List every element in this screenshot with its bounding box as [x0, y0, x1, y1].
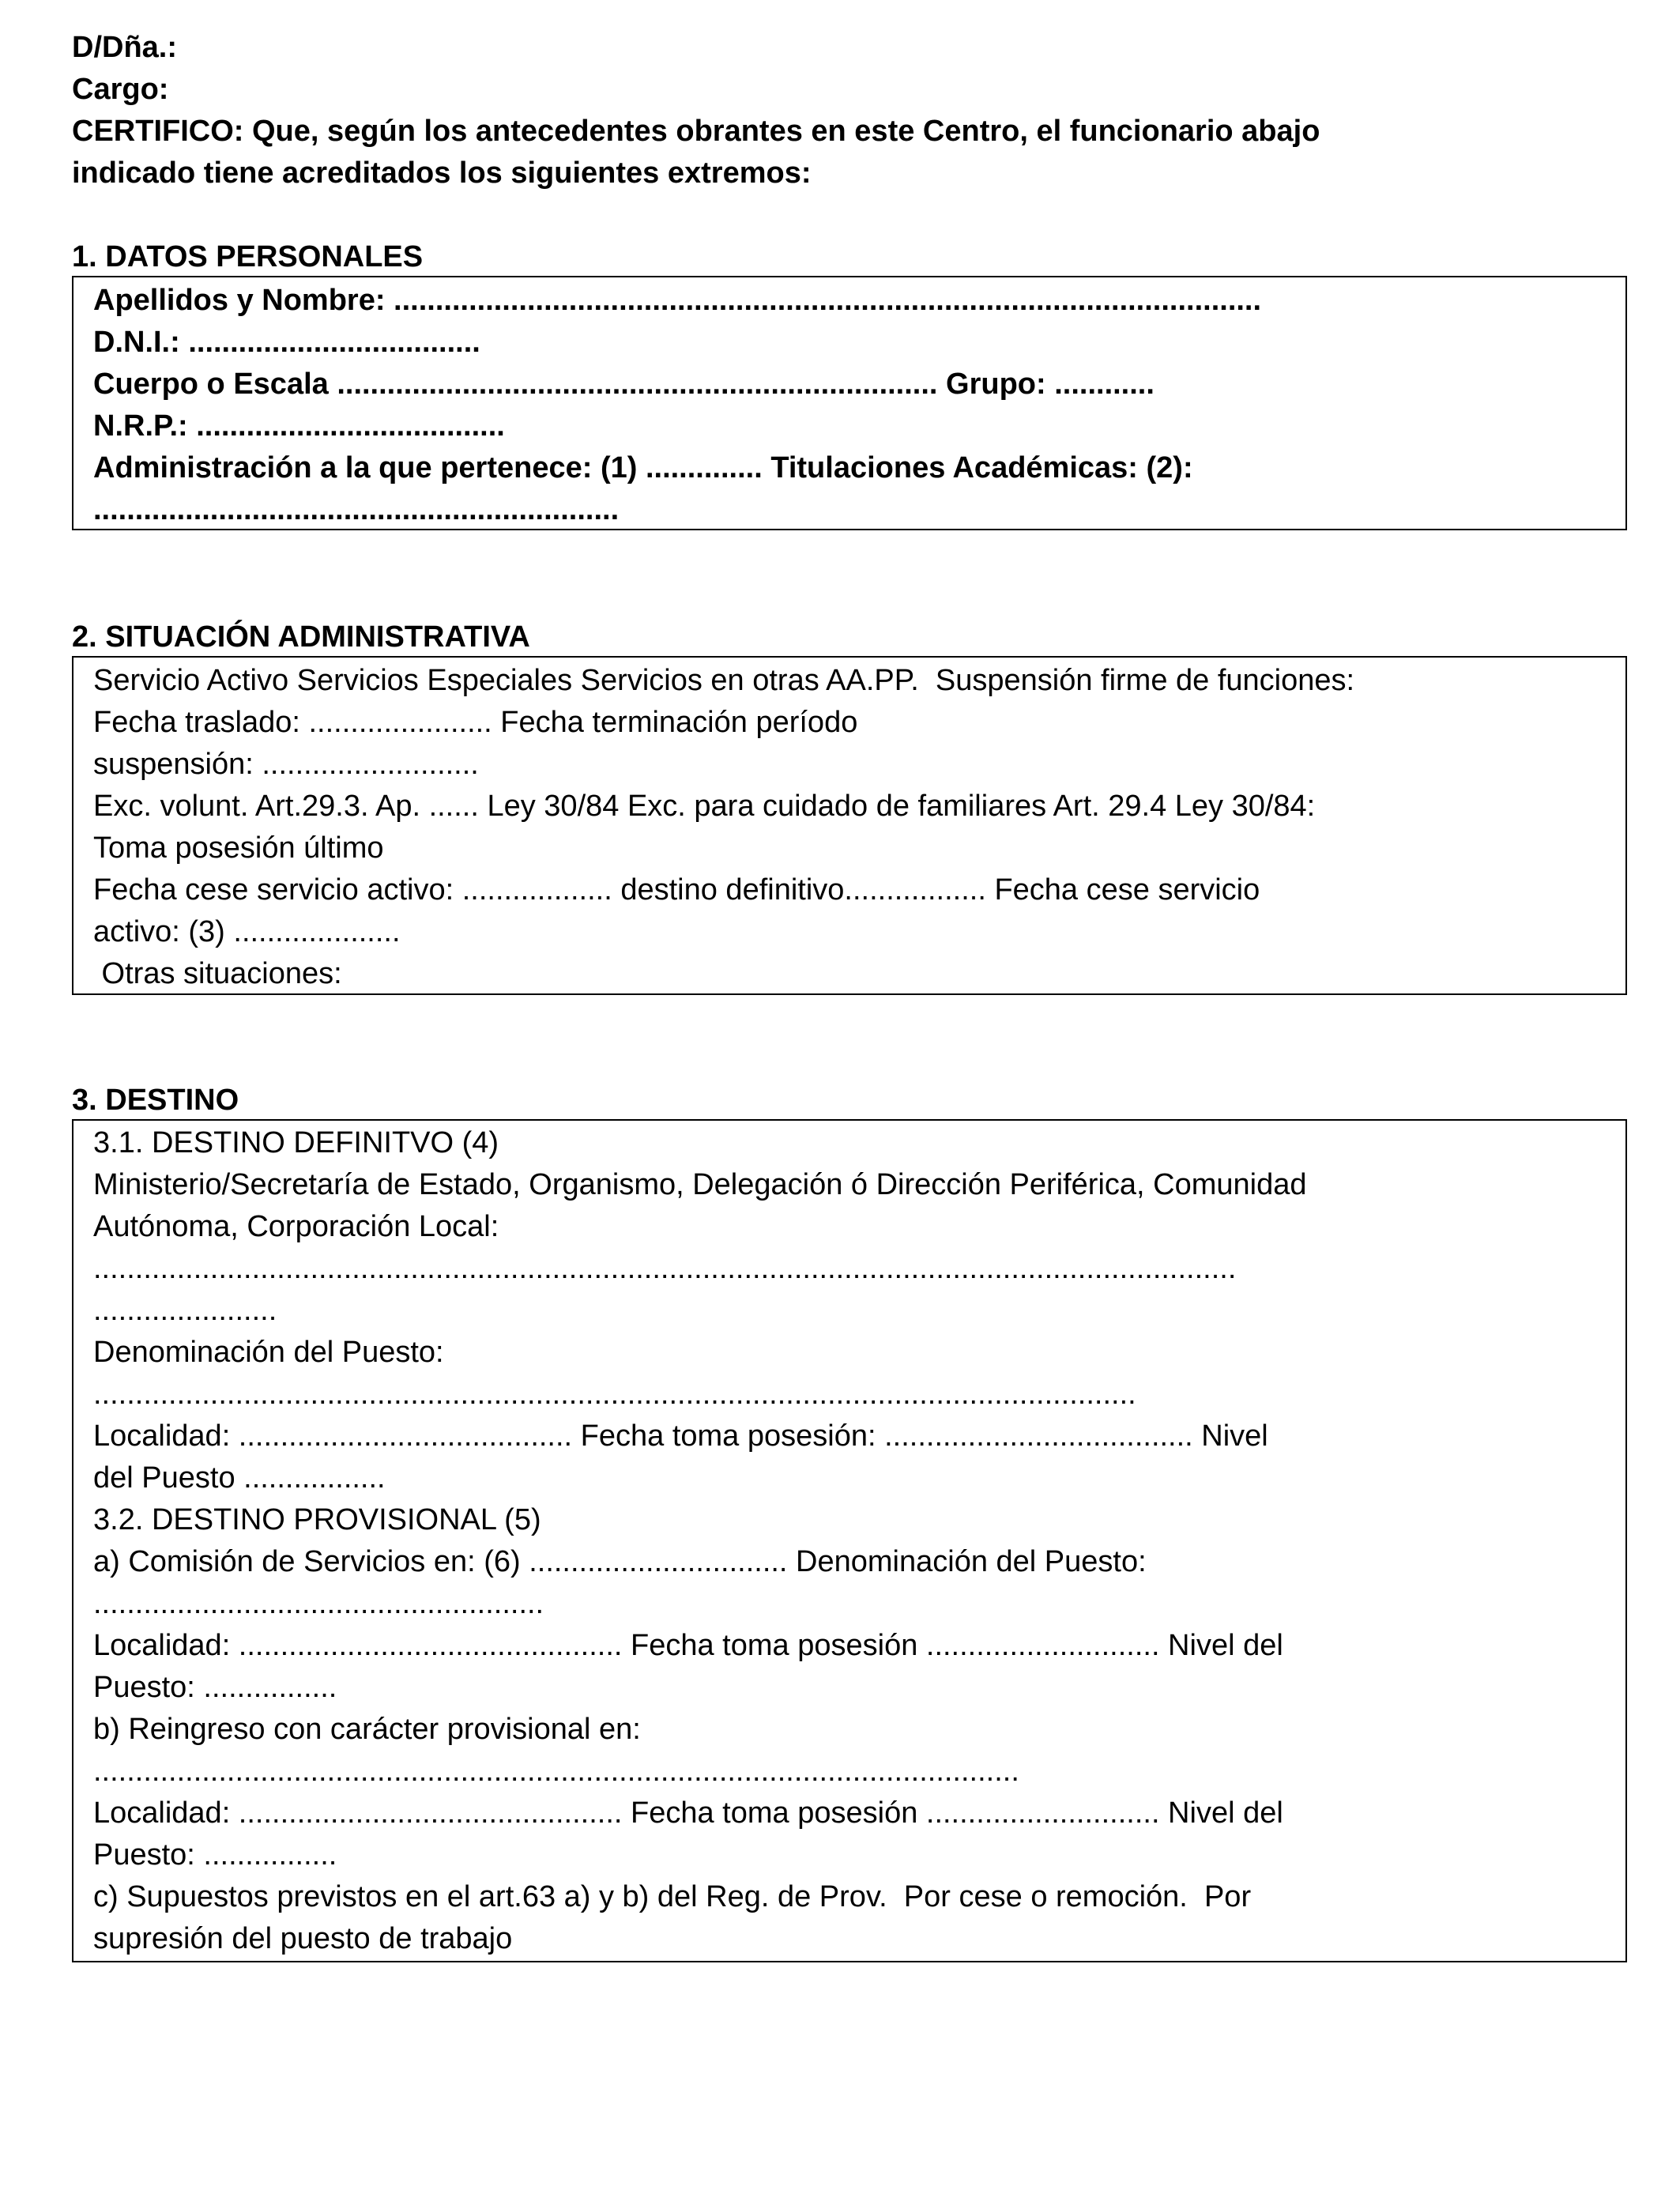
field-nrp: N.R.P.: .....................................	[93, 409, 505, 443]
destino-line: Puesto: ................	[93, 1671, 337, 1704]
situacion-line: Toma posesión último	[93, 831, 384, 865]
situacion-line: suspensión: ..........................	[93, 748, 479, 781]
destino-line: ......................	[93, 1294, 277, 1327]
field-titulaciones-dots: ...............................................................	[93, 493, 620, 526]
destino-line: Autónoma, Corporación Local:	[93, 1210, 499, 1243]
section-1-title: 1. DATOS PERSONALES	[72, 240, 424, 273]
destino-line: c) Supuestos previstos en el art.63 a) y b) del Reg. de Prov. Por cese o remoción. Por	[93, 1880, 1252, 1913]
destino-line: Denominación del Puesto:	[93, 1336, 444, 1369]
destino-line: Localidad: ........................................ Fecha toma posesión: ..................................... Nivel	[93, 1419, 1268, 1453]
situacion-line: Servicio Activo Servicios Especiales Servicios en otras AA.PP. Suspensión firme de funciones:	[93, 664, 1355, 697]
destino-line: .............................................................................................................................	[93, 1378, 1136, 1411]
certifico-line-1: CERTIFICO: Que, según los antecedentes obrantes en este Centro, el funcionario abajo	[72, 115, 1320, 148]
field-apellidos-nombre: Apellidos y Nombre: ........................................................................................................	[93, 284, 1262, 317]
destino-line: ...............................................................................................................	[93, 1755, 1019, 1788]
situacion-line: Otras situaciones:	[93, 957, 342, 990]
situacion-line: Fecha cese servicio activo: .................. destino definitivo................. Fecha cese servicio	[93, 873, 1260, 907]
destino-line: 3.1. DESTINO DEFINITVO (4)	[93, 1126, 499, 1159]
field-administracion-titulaciones: Administración a la que pertenece: (1) .............. Titulaciones Académicas: (2):	[93, 451, 1193, 484]
ddna-label: D/Dña.:	[72, 31, 177, 64]
destino-line: a) Comisión de Servicios en: (6) ............................... Denominación del Puesto:	[93, 1545, 1147, 1578]
destino-line: .........................................................................................................................................	[93, 1252, 1237, 1285]
field-dni: D.N.I.: ...................................	[93, 326, 480, 359]
destino-line: Localidad: .............................................. Fecha toma posesión ............................ Nivel del	[93, 1629, 1283, 1662]
section-3-title: 3. DESTINO	[72, 1084, 239, 1117]
destino-line: del Puesto .................	[93, 1461, 386, 1495]
situacion-line: Fecha traslado: ...................... Fecha terminación período	[93, 706, 858, 739]
field-cuerpo-grupo: Cuerpo o Escala ........................................................................ Grupo: ............	[93, 368, 1155, 401]
destino-line: 3.2. DESTINO PROVISIONAL (5)	[93, 1503, 541, 1536]
certifico-line-2: indicado tiene acreditados los siguientes extremos:	[72, 156, 812, 190]
cargo-label: Cargo:	[72, 73, 169, 106]
destino-line: b) Reingreso con carácter provisional en:	[93, 1713, 641, 1746]
destino-line: Ministerio/Secretaría de Estado, Organismo, Delegación ó Dirección Periférica, Comunidad	[93, 1168, 1307, 1201]
section-2-title: 2. SITUACIÓN ADMINISTRATIVA	[72, 620, 530, 654]
destino-line: ......................................................	[93, 1587, 544, 1620]
situacion-line: Exc. volunt. Art.29.3. Ap. ...... Ley 30/84 Exc. para cuidado de familiares Art. 29.4 Ley 30/84:	[93, 790, 1316, 823]
situacion-line: activo: (3) ....................	[93, 915, 401, 948]
destino-line: Puesto: ................	[93, 1838, 337, 1872]
destino-line: supresión del puesto de trabajo	[93, 1922, 513, 1955]
destino-line: Localidad: .............................................. Fecha toma posesión ............................ Nivel del	[93, 1796, 1283, 1830]
